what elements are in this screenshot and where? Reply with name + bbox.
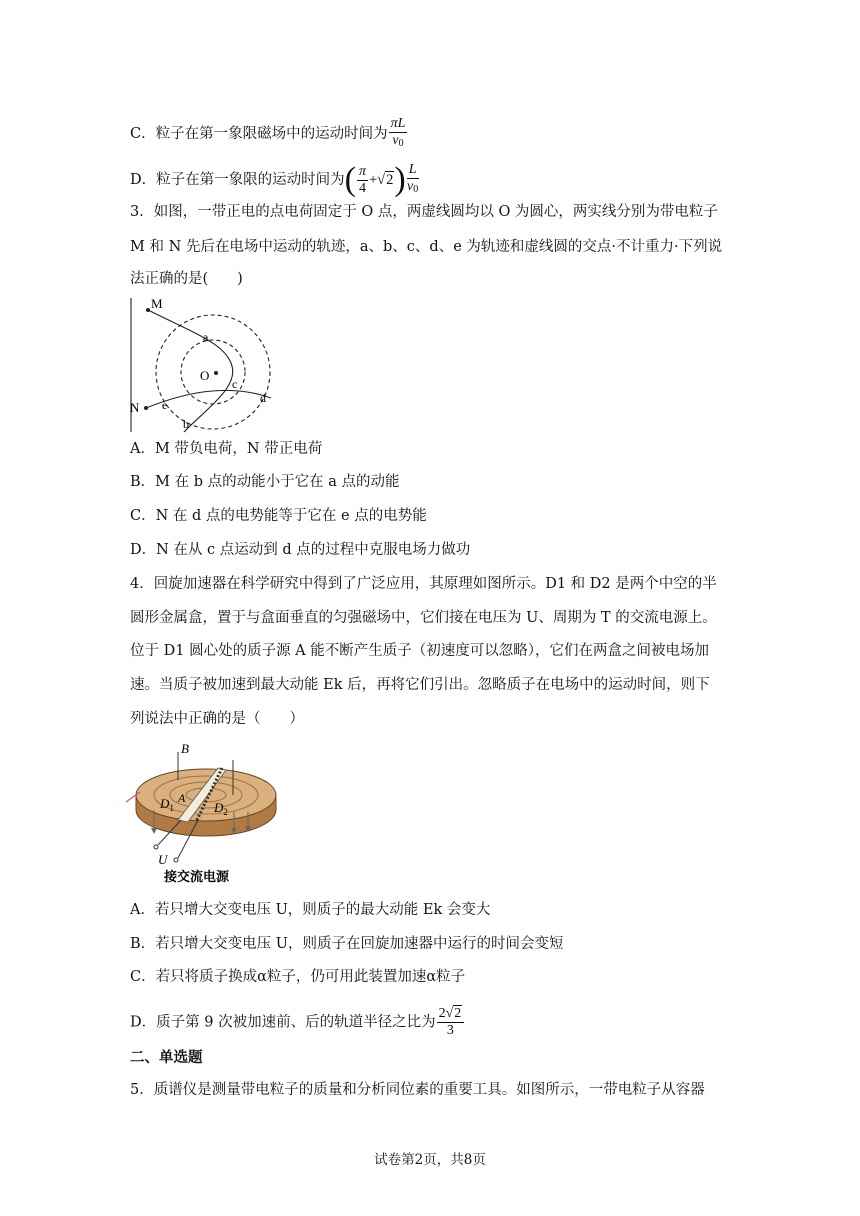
section-heading-single-choice: 二、单选题 — [130, 1050, 203, 1066]
label-ac-source: 接交流电源 — [164, 870, 230, 885]
label-b: b — [183, 417, 189, 431]
q4-option-a: A．若只增大交变电压 U，则质子的最大动能 Ek 会变大 — [130, 902, 491, 918]
q2-option-c — [130, 116, 408, 152]
outer-dashed-circle — [156, 315, 270, 429]
q3-option-a: A．M 带负电荷，N 带正电荷 — [130, 441, 323, 457]
q4-cyclotron-figure — [126, 740, 286, 888]
q4-stem-line-1: 4．回旋加速器在科学研究中得到了广泛应用，其原理如图所示。D1 和 D2 是两个中空的半 — [130, 576, 717, 592]
q2-c-fraction — [389, 116, 408, 152]
o-dot — [214, 371, 218, 375]
m-start-dot — [146, 308, 150, 312]
label-e: e — [162, 398, 168, 412]
label-u: U — [158, 852, 168, 867]
q3-stem-line-1: 3．如图，一带正电的点电荷固定于 O 点，两虚线圆均以 O 为圆心，两实线分别为带电粒子 — [130, 204, 718, 220]
q3-option-d: D．N 在从 c 点运动到 d 点的过程中克服电场力做功 — [130, 542, 471, 558]
label-d2: $D_2$ — [214, 800, 228, 817]
pi-over-4-fraction: $\frac{\pi}{4}$ — [358, 163, 366, 196]
q4-stem-line-5: 列说法中正确的是（ ） — [130, 711, 304, 727]
q2-option-c-text: C．粒子在第一象限磁场中的运动时间为 — [130, 126, 388, 142]
trajectory-m — [148, 310, 233, 432]
label-n: N — [130, 400, 140, 415]
q4-option-b: B．若只增大交变电压 U，则质子在回旋加速器中运行的时间会变短 — [130, 936, 564, 952]
page-footer: 试卷第2页，共8页 — [374, 1152, 486, 1168]
label-m: M — [151, 296, 163, 311]
fraction-denominator: $v_0$ — [392, 133, 404, 149]
q4-stem-line-2: 圆形金属盒，置于与盒面垂直的匀强磁场中，它们接在电压为 U、周期为 T 的交流电源上。 — [130, 610, 717, 626]
q3-option-c: C．N 在 d 点的电势能等于它在 e 点的电势能 — [130, 508, 427, 524]
fraction-numerator: πL — [390, 116, 406, 131]
q3-stem-line-2: M 和 N 先后在电场中运动的轨迹，a、b、c、d、e 为轨迹和虚线圆的交点·不计重力·下列说 — [130, 239, 723, 255]
q4-option-d — [130, 1006, 465, 1039]
q3-figure — [126, 294, 276, 434]
q2-d-fraction: $\frac{L}{v_0}$ — [406, 162, 419, 195]
q4-stem-line-3: 位于 D1 圆心处的质子源 A 能不断产生质子（初速度可以忽略），它们在两盒之间被电场加 — [130, 643, 710, 659]
q4-option-c: C．若只将质子换成α粒子，仍可用此装置加速α粒子 — [130, 969, 466, 985]
ratio-fraction: $\frac{2√2}{3}$ — [437, 1006, 465, 1039]
q2-option-d: D．粒子在第一象限的运动时间为( $\frac{\pi}{4}$ +√2) $\frac{L}{v_0}$ — [130, 161, 419, 198]
label-b-field: B — [181, 741, 189, 756]
q2-option-d-text: D．粒子在第一象限的运动时间为 — [130, 172, 345, 188]
n-start-dot — [144, 406, 148, 410]
label-o: O — [200, 368, 210, 383]
q5-stem-line-1: 5．质谱仪是测量带电粒子的质量和分析同位素的重要工具。如图所示，一带电粒子从容器 — [130, 1082, 705, 1098]
label-source-a: A — [178, 791, 186, 805]
label-c: c — [232, 377, 238, 391]
label-d: d — [260, 391, 266, 405]
label-d1: $D_1$ — [160, 796, 174, 813]
q3-stem-line-3: 法正确的是( ) — [130, 271, 243, 287]
q3-option-b: B．M 在 b 点的动能小于它在 a 点的动能 — [130, 474, 400, 490]
sqrt-2: √2 — [377, 172, 394, 188]
q4-stem-line-4: 速。当质子被加速到最大动能 Ek 后，再将它们引出。忽略质子在电场中的运动时间，则下 — [130, 677, 710, 693]
label-a: a — [203, 330, 209, 344]
q4-option-d-text: D．质子第 9 次被加速前、后的轨道半径之比为 — [130, 1014, 436, 1031]
